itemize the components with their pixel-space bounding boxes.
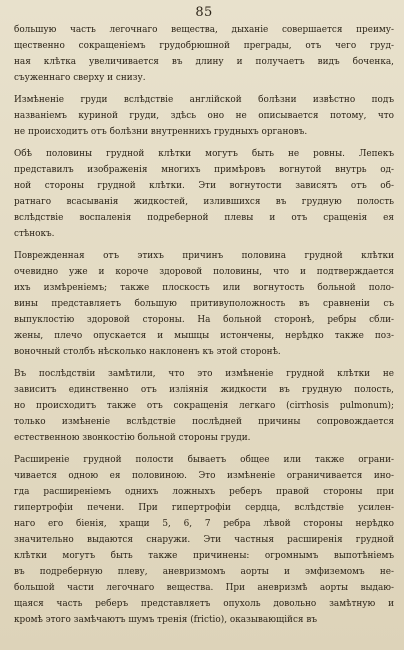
paragraph xyxy=(14,366,394,446)
text-line: не происходитъ отъ болѣзни внутреннихъ грудныхъ органовъ. xyxy=(14,127,308,137)
text-line: зависитъ единственно отъ изліянія жидкости въ грудную полость, xyxy=(14,385,394,395)
text-line: гда расширеніемъ однихъ ложныхъ реберъ правой стороны при xyxy=(14,487,394,497)
text-line: вслѣдствіе воспаленія подреберной плевы и отъ сращенія ея xyxy=(14,213,394,223)
text-line: съуженнаго сверху и снизу. xyxy=(14,73,146,83)
text-line: выпуклостію здоровой стороны. На больной сторонѣ, ребры сбли- xyxy=(14,315,394,325)
paragraph xyxy=(14,452,394,628)
text-line: представилъ изображенія многихъ примѣровъ вогнутой внутрь од- xyxy=(14,165,394,175)
paragraph xyxy=(14,22,394,86)
page-number: 85 xyxy=(195,5,213,20)
text-line: въ подреберную плеву, аневризмомъ аорты и эмфиземомъ не- xyxy=(14,567,394,577)
text-line: ная клѣтка увеличивается въ длину и получаетъ видъ боченка, xyxy=(14,57,394,67)
text-line: вины представляетъ большую притивуположность въ сравненіи съ xyxy=(14,299,394,309)
text-line: большую часть легочнаго вещества, дыханіе совершается преиму- xyxy=(14,25,394,35)
text-line: клѣтки могутъ быть также причинены: огромнымъ выпотѣніемъ xyxy=(14,551,394,561)
text-line: но происходитъ также отъ сокращенія легкаго (cirrhosis pulmonum); xyxy=(14,401,394,411)
text-line: щественно сокращеніемъ грудобрюшной преграды, отъ чего груд- xyxy=(14,41,394,51)
text-line: наго его біенія, хращи 5, 6, 7 ребра лѣвой стороны нерѣдко xyxy=(14,519,394,529)
text-line: большой части легочнаго вещества. При аневризмѣ аорты выдаю- xyxy=(14,583,394,593)
text-line: Расширеніе грудной полости бываетъ общее или также ограни- xyxy=(14,455,394,465)
text-line: стѣнокъ. xyxy=(14,229,55,239)
text-body xyxy=(14,22,394,628)
text-line: Измѣненіе груди вслѣдствіе англійской болѣзни извѣстно подъ xyxy=(14,95,394,105)
text-line: названіемъ куриной груди, здѣсь оно не описывается потому, что xyxy=(14,111,394,121)
text-line: жены, плечо опускается и мышцы истончены, нерѣдко также поз- xyxy=(14,331,394,341)
text-line: только измѣненіе вслѣдствіе послѣдней причины сопровождается xyxy=(14,417,394,427)
paragraph xyxy=(14,248,394,360)
paragraph xyxy=(14,146,394,242)
text-line: щаяся часть реберъ представляетъ опухоль довольно замѣтную и xyxy=(14,599,394,609)
text-line: чивается одною ея половиною. Это измѣненіе ограничивается ино- xyxy=(14,471,394,481)
text-line: воночный столбъ нѣсколько наклоненъ къ этой сторонѣ. xyxy=(14,347,281,357)
text-line: естественною звонкостію больной стороны груди. xyxy=(14,433,251,443)
text-line: Поврежденная отъ этихъ причинъ половина грудной клѣтки xyxy=(14,251,394,261)
text-line: ратнаго всасыванія жидкостей, излившихся въ грудную полость xyxy=(14,197,394,207)
text-line: ной стороны грудной клѣтки. Эти вогнутости зависятъ отъ об- xyxy=(14,181,394,191)
text-line: очевидно уже и короче здоровой половины, что и подтверждается xyxy=(14,267,394,277)
text-line: значительно выдаются снаружи. Эти частныя расширенія грудной xyxy=(14,535,394,545)
text-line: кромѣ этого замѣчаютъ шумъ тренія (frictio), оказывающійся въ xyxy=(14,615,317,625)
paragraph xyxy=(14,92,394,140)
text-line: Обѣ половины грудной клѣтки могутъ быть не ровны. Лепекъ xyxy=(14,149,394,159)
text-line: гипертрофіи печени. При гипертрофіи сердца, вслѣдствіе усилен- xyxy=(14,503,394,513)
text-line: ихъ измѣреніемъ; также плоскость или вогнутость больной поло- xyxy=(14,283,394,293)
text-line: Въ послѣдствіи замѣтили, что это измѣненіе грудной клѣтки не xyxy=(14,369,394,379)
